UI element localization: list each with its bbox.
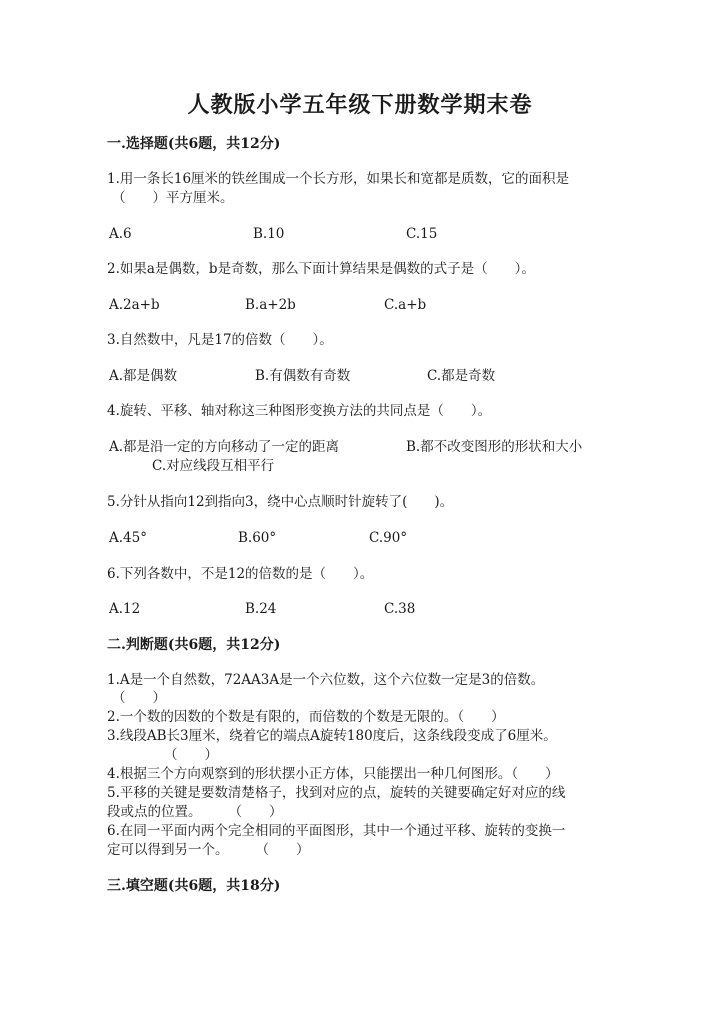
option-b: B.都不改变图形的形状和大小 xyxy=(406,439,583,455)
option-c: C.15 xyxy=(406,226,438,242)
option-b: B.24 xyxy=(245,601,277,617)
option-c: C.都是奇数 xyxy=(427,368,496,384)
judgement-item: 5.平移的关键是要数清楚格子，找到对应的点，旋转的关键要确定好对应的线 xyxy=(107,785,566,801)
judgement-item: 段或点的位置。 （ ） xyxy=(107,804,283,820)
option-c: C.a+b xyxy=(384,297,427,313)
page-title: 人教版小学五年级下册数学期末卷 xyxy=(187,92,533,118)
option-a: A.都是偶数 xyxy=(109,368,178,384)
judgement-item: 定可以得到另一个。 （ ） xyxy=(107,842,310,858)
judgement-item: 3.线段AB长3厘米，绕着它的端点A旋转180度后，这条线段变成了6厘米。 xyxy=(107,728,557,744)
section-heading-judgement: 二.判断题(共6题，共12分) xyxy=(107,637,281,653)
option-c: C.90° xyxy=(369,530,408,546)
judgement-item: 1.A是一个自然数，72AA3A是一个六位数，这个六位数一定是3的倍数。 xyxy=(107,672,545,688)
option-a: A.12 xyxy=(109,601,141,617)
option-a: A.6 xyxy=(109,226,132,242)
option-c: C.38 xyxy=(384,601,416,617)
question-text: （ ）平方厘米。 xyxy=(112,190,234,206)
question-text: 1.用一条长16厘米的铁丝围成一个长方形，如果长和宽都是质数，它的面积是 xyxy=(107,171,570,187)
question-text: 3.自然数中，凡是17的倍数（ ）。 xyxy=(107,332,333,348)
judgement-item: （ ） xyxy=(164,747,218,763)
option-a: A.2a+b xyxy=(109,297,160,313)
question-text: 5.分针从指向12到指向3，绕中心点顺时针旋转了( )。 xyxy=(107,494,454,510)
judgement-item: （ ） xyxy=(112,690,166,706)
option-a: A.都是沿一定的方向移动了一定的距离 xyxy=(109,439,340,455)
question-text: 4.旋转、平移、轴对称这三种图形变换方法的共同点是（ ）。 xyxy=(107,403,492,419)
option-b: B.60° xyxy=(238,530,277,546)
judgement-item: 4.根据三个方向观察到的形状摆小正方体，只能摆出一种几何图形。（ ） xyxy=(107,766,559,782)
question-text: 6.下列各数中，不是12的倍数的是（ ）。 xyxy=(107,566,374,582)
section-heading-fill: 三.填空题(共6题，共18分) xyxy=(107,878,281,894)
section-heading-choice: 一.选择题(共6题，共12分) xyxy=(107,136,281,152)
option-b: B.有偶数有奇数 xyxy=(255,368,351,384)
option-c: C.对应线段互相平行 xyxy=(152,458,275,474)
option-b: B.a+2b xyxy=(245,297,296,313)
option-a: A.45° xyxy=(109,530,147,546)
judgement-item: 2.一个数的因数的个数是有限的，而倍数的个数是无限的。（ ） xyxy=(107,709,505,725)
question-text: 2.如果a是偶数，b是奇数，那么下面计算结果是偶数的式子是（ ）。 xyxy=(107,261,535,277)
judgement-item: 6.在同一平面内两个完全相同的平面图形，其中一个通过平移、旋转的变换一 xyxy=(107,823,566,839)
option-b: B.10 xyxy=(253,226,285,242)
